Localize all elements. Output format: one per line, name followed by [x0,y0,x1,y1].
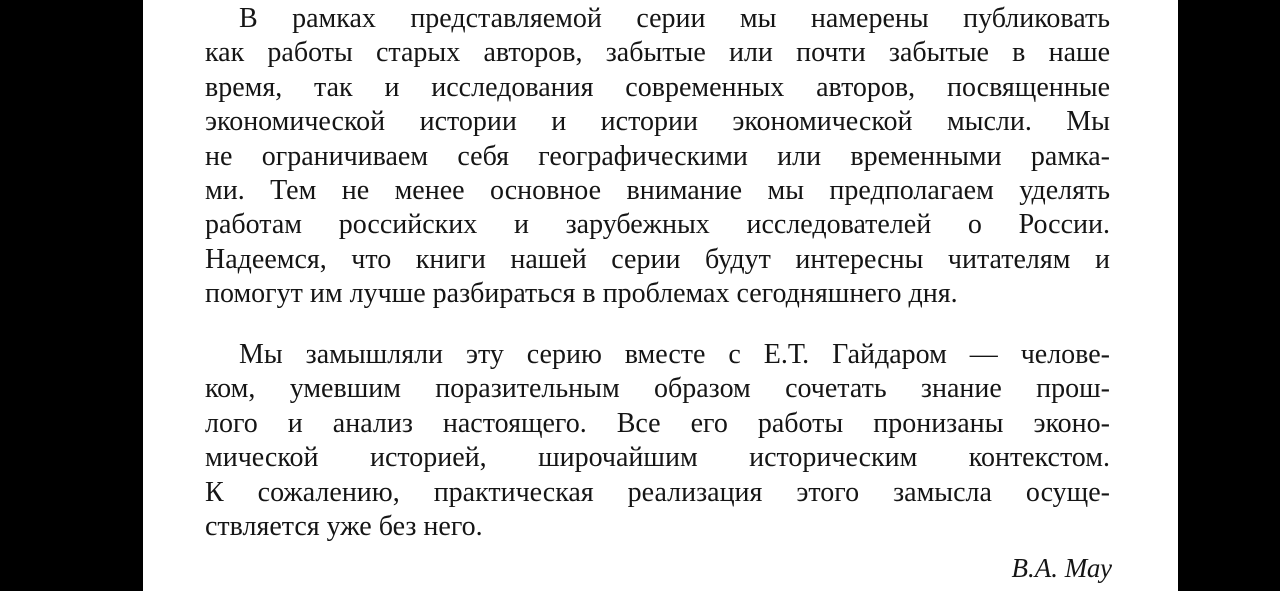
text-line: ми. Тем не менее основное внимание мы предполагаем уделять [205,175,1110,207]
paragraph-gaidar-dedication [205,338,1110,544]
text-line: Надеемся, что книги нашей серии будут интересны читателям и [205,243,1110,275]
text-line: экономической истории и истории экономической мысли. Мы [205,106,1110,138]
text-line: мической историей, широчайшим историческим контекстом. [205,442,1110,474]
author-signature: В.А. Мау [1011,553,1112,583]
text-line: В рамках представляемой серии мы намерены публиковать [239,3,1110,34]
text-line: помогут им лучше разбираться в проблемах сегодняшнего дня. [205,278,958,310]
text-line: не ограничиваем себя географическими или временными рамка- [205,140,1110,172]
text-line: работам российских и зарубежных исследователей о России. [205,209,1110,241]
text-line: К сожалению, практическая реализация этого замысла осуще- [205,476,1110,508]
text-line: как работы старых авторов, забытые или почти забытые в наше [205,37,1110,69]
text-line: время, так и исследования современных авторов, посвященные [205,71,1110,103]
paragraph-series-intro [205,2,1110,312]
text-line: ком, умевшим поразительным образом сочетать знание прош- [205,373,1110,405]
document-page [143,0,1178,591]
text-line: Мы замышляли эту серию вместе с Е.Т. Гайдаром — челове- [239,339,1110,370]
text-line: лого и анализ настоящего. Все его работы пронизаны эконо- [205,407,1110,439]
text-line: ствляется уже без него. [205,511,483,543]
